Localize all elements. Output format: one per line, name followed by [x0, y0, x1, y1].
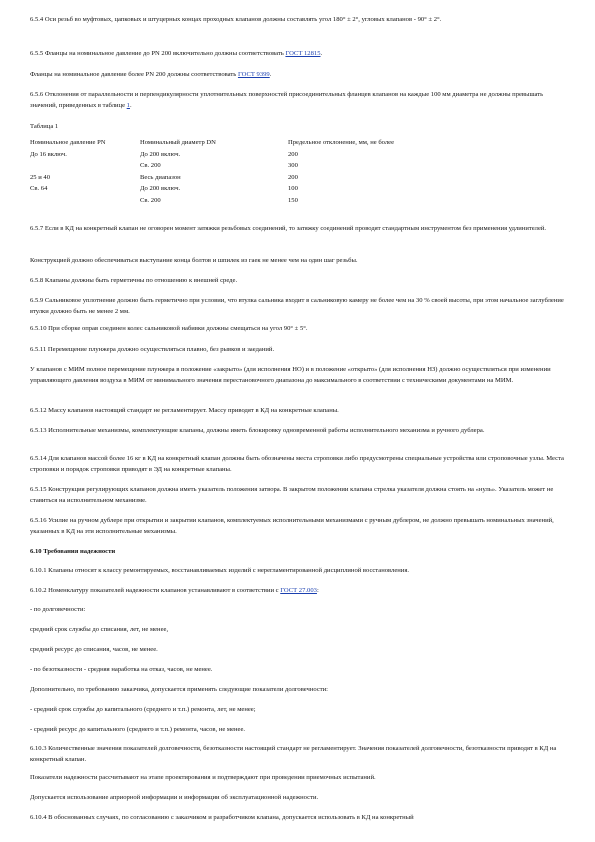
table-cell: До 200 включ.: [140, 150, 181, 158]
table-row: [30, 162, 566, 174]
table-row: [30, 185, 566, 197]
table-cell: 150: [288, 196, 298, 204]
paragraph-6-5-9: 6.5.9 Сальниковое уплотнение должно быть герметично при условии, что втулка сальника входит в сальниковую камеру не более чем на 30 % своей высоты, при этом начальное заглубление втулки должно быть не менее 2 мм.: [30, 297, 564, 315]
table-cell: 25 и 40: [30, 173, 51, 181]
table-cell: Св. 200: [140, 162, 161, 169]
paragraph-6-5-6: 6.5.6 Отклонения от параллельности и перпендикулярности уплотнительных поверхностей присоединительных фланцев клапанов на каждые 100 мм диаметра не должны превышать значений, приведенных в таблице 1.: [30, 91, 544, 109]
table-caption: Таблица 1: [30, 123, 59, 130]
gost-12815-link[interactable]: ГОСТ 12815: [285, 50, 321, 57]
paragraph-6-10-3-cont2: Допускается использование априорной информации и информации об эксплуатационной надежности.: [30, 794, 319, 801]
paragraph-6-5-14: 6.5.14 Для клапанов массой более 16 кг в КД на конкретный клапан должны быть обозначены места строповки либо предусмотрены специальные устройства или строповочные узлы. Места строповки и порядок строповки приводят в ЭД на конкретные клапаны.: [30, 455, 564, 473]
list-item: - средний срок службы до капитального (среднего и т.п.) ремонта, лет, не менее;: [30, 706, 256, 713]
list-item: - по безотказности - средняя наработка на отказ, часов, не менее.: [30, 666, 213, 673]
paragraph-6-5-8: 6.5.8 Клапаны должны быть герметичны по отношению к внешней среде.: [30, 277, 238, 284]
table-cell: 200: [288, 173, 298, 181]
paragraph-6-10-3: 6.10.3 Количественные значения показателей долговечности, безотказности настоящий стандарт не регламентирует. Значения показателей долговечности, безотказности приводят в КД на конкретный клапан.: [30, 745, 557, 763]
paragraph-6-5-4: 6.5.4 Оси резьб во муфтовых, цапковых и штуцерных концах проходных клапанов должны составлять угол 180° ± 2°, угловых клапанов - 90° ± 2°.: [30, 16, 442, 23]
paragraph-6-5-11: 6.5.11 Перемещение плунжера должно осуществляться плавно, без рывков и заеданий.: [30, 346, 275, 353]
paragraph-6-5-12: 6.5.12 Массу клапанов настоящий стандарт не регламентирует. Массу приводят в КД на конкретные клапаны.: [30, 407, 339, 414]
table-cell: До 200 включ.: [140, 185, 181, 192]
table-header-row: [30, 139, 566, 151]
table-cell: Весь диапазон: [140, 173, 181, 181]
paragraph-6-5-13: 6.5.13 Исполнительные механизмы, комплектующие клапаны, должны иметь блокировку одновременной работы исполнительного механизма и ручного дублера.: [30, 427, 485, 434]
paragraph-6-10-3-cont: Показатели надежности рассчитывают на этапе проектирования и подтверждают при проведении приемочных испытаний.: [30, 774, 376, 781]
table-cell: Св. 64: [30, 185, 48, 192]
paragraph-6-5-16: 6.5.16 Усилие на ручном дублере при открытии и закрытии клапанов, комплектуемых исполнительными механизмами с ручным дублером, не должно превышать номинальных значений, указанных в КД на эти исполнительные механизмы.: [30, 517, 554, 535]
gost-9399-link[interactable]: ГОСТ 9399: [237, 71, 270, 78]
paragraph-6-5-11-cont: У клапанов с МИМ полное перемещение плунжера в положение «закрыто» (для исполнения НО) и в положение «открыто» (для исполнения НЗ) должно осуществляться при изменении управляющего давления воздуха в МИМ от минимального значения перестановочного диапазона до максимального в соответствии с техническими документами на МИМ.: [30, 366, 551, 384]
table-cell: 100: [288, 185, 298, 192]
paragraph-6-5-7: 6.5.7 Если в КД на конкретный клапан не оговорен момент затяжки резьбовых соединений, то затяжку соединений проводят стандартным инструментом без применения удлинителей.: [30, 225, 547, 232]
section-heading-6-10: 6.10 Требования надежности: [30, 548, 116, 555]
list-item: Дополнительно, по требованию заказчика, допускается применять следующие показатели долговечности:: [30, 686, 329, 693]
list-item: - по долговечности:: [30, 606, 86, 613]
table-1-link[interactable]: 1: [126, 102, 130, 109]
table-1: [30, 139, 566, 208]
paragraph-6-10-1: 6.10.1 Клапаны относят к классу ремонтируемых, восстанавливаемых изделий с нерегламентированной дисциплиной восстановления.: [30, 567, 409, 574]
table-cell: 200: [288, 150, 298, 158]
paragraph-6-5-7-cont: Конструкцией должно обеспечиваться выступание конца болтов и шпилек из гаек не менее чем на один шаг резьбы.: [30, 257, 358, 264]
table-row: [30, 151, 566, 163]
paragraph-6-10-4: 6.10.4 В обоснованных случаях, по согласованию с заказчиком и разработчиком клапана, допускается использовать в КД на конкретный: [30, 814, 414, 821]
list-item: средний ресурс до списания, часов, не менее.: [30, 646, 158, 653]
table-cell: До 16 включ.: [30, 150, 67, 158]
list-item: - средний ресурс до капитального (среднего и т.п.) ремонта, часов, не менее.: [30, 726, 246, 733]
paragraph-6-10-2: 6.10.2 Номенклатуру показателей надежности клапанов устанавливают в соответствии с ГОСТ 27.003:: [30, 587, 319, 594]
paragraph-6-5-5: 6.5.5 Фланцы на номинальное давление до PN 200 включительно должны соответствовать ГОСТ 12815.: [30, 50, 323, 57]
paragraph-6-5-5-cont: Фланцы на номинальное давление более PN 200 должны соответствовать ГОСТ 9399.: [30, 71, 272, 78]
list-item: средний срок службы до списания, лет, не менее,: [30, 626, 169, 633]
paragraph-6-5-10: 6.5.10 При сборке оправ соединен колес сальниковой набивки должны смещаться на угол 90° ± 5°.: [30, 325, 308, 332]
table-row: [30, 174, 566, 186]
table-header-cell: Номинальный диаметр DN: [140, 139, 216, 146]
gost-27-003-link[interactable]: ГОСТ 27.003: [280, 587, 317, 594]
table-cell: Св. 200: [140, 196, 161, 204]
table-header-cell: Номинальное давление PN: [30, 139, 106, 146]
table-cell: 300: [288, 162, 298, 169]
table-header-cell: Предельное отклонение, мм, не более: [288, 139, 395, 146]
table-row: [30, 197, 566, 209]
paragraph-6-5-15: 6.5.15 Конструкция регулирующих клапанов должна иметь указатель положения затвора. В закрытом положении клапана стрелка указателя должна стоять на «нуль». Указатель может не ставиться на исполнительном механизме.: [30, 486, 554, 504]
